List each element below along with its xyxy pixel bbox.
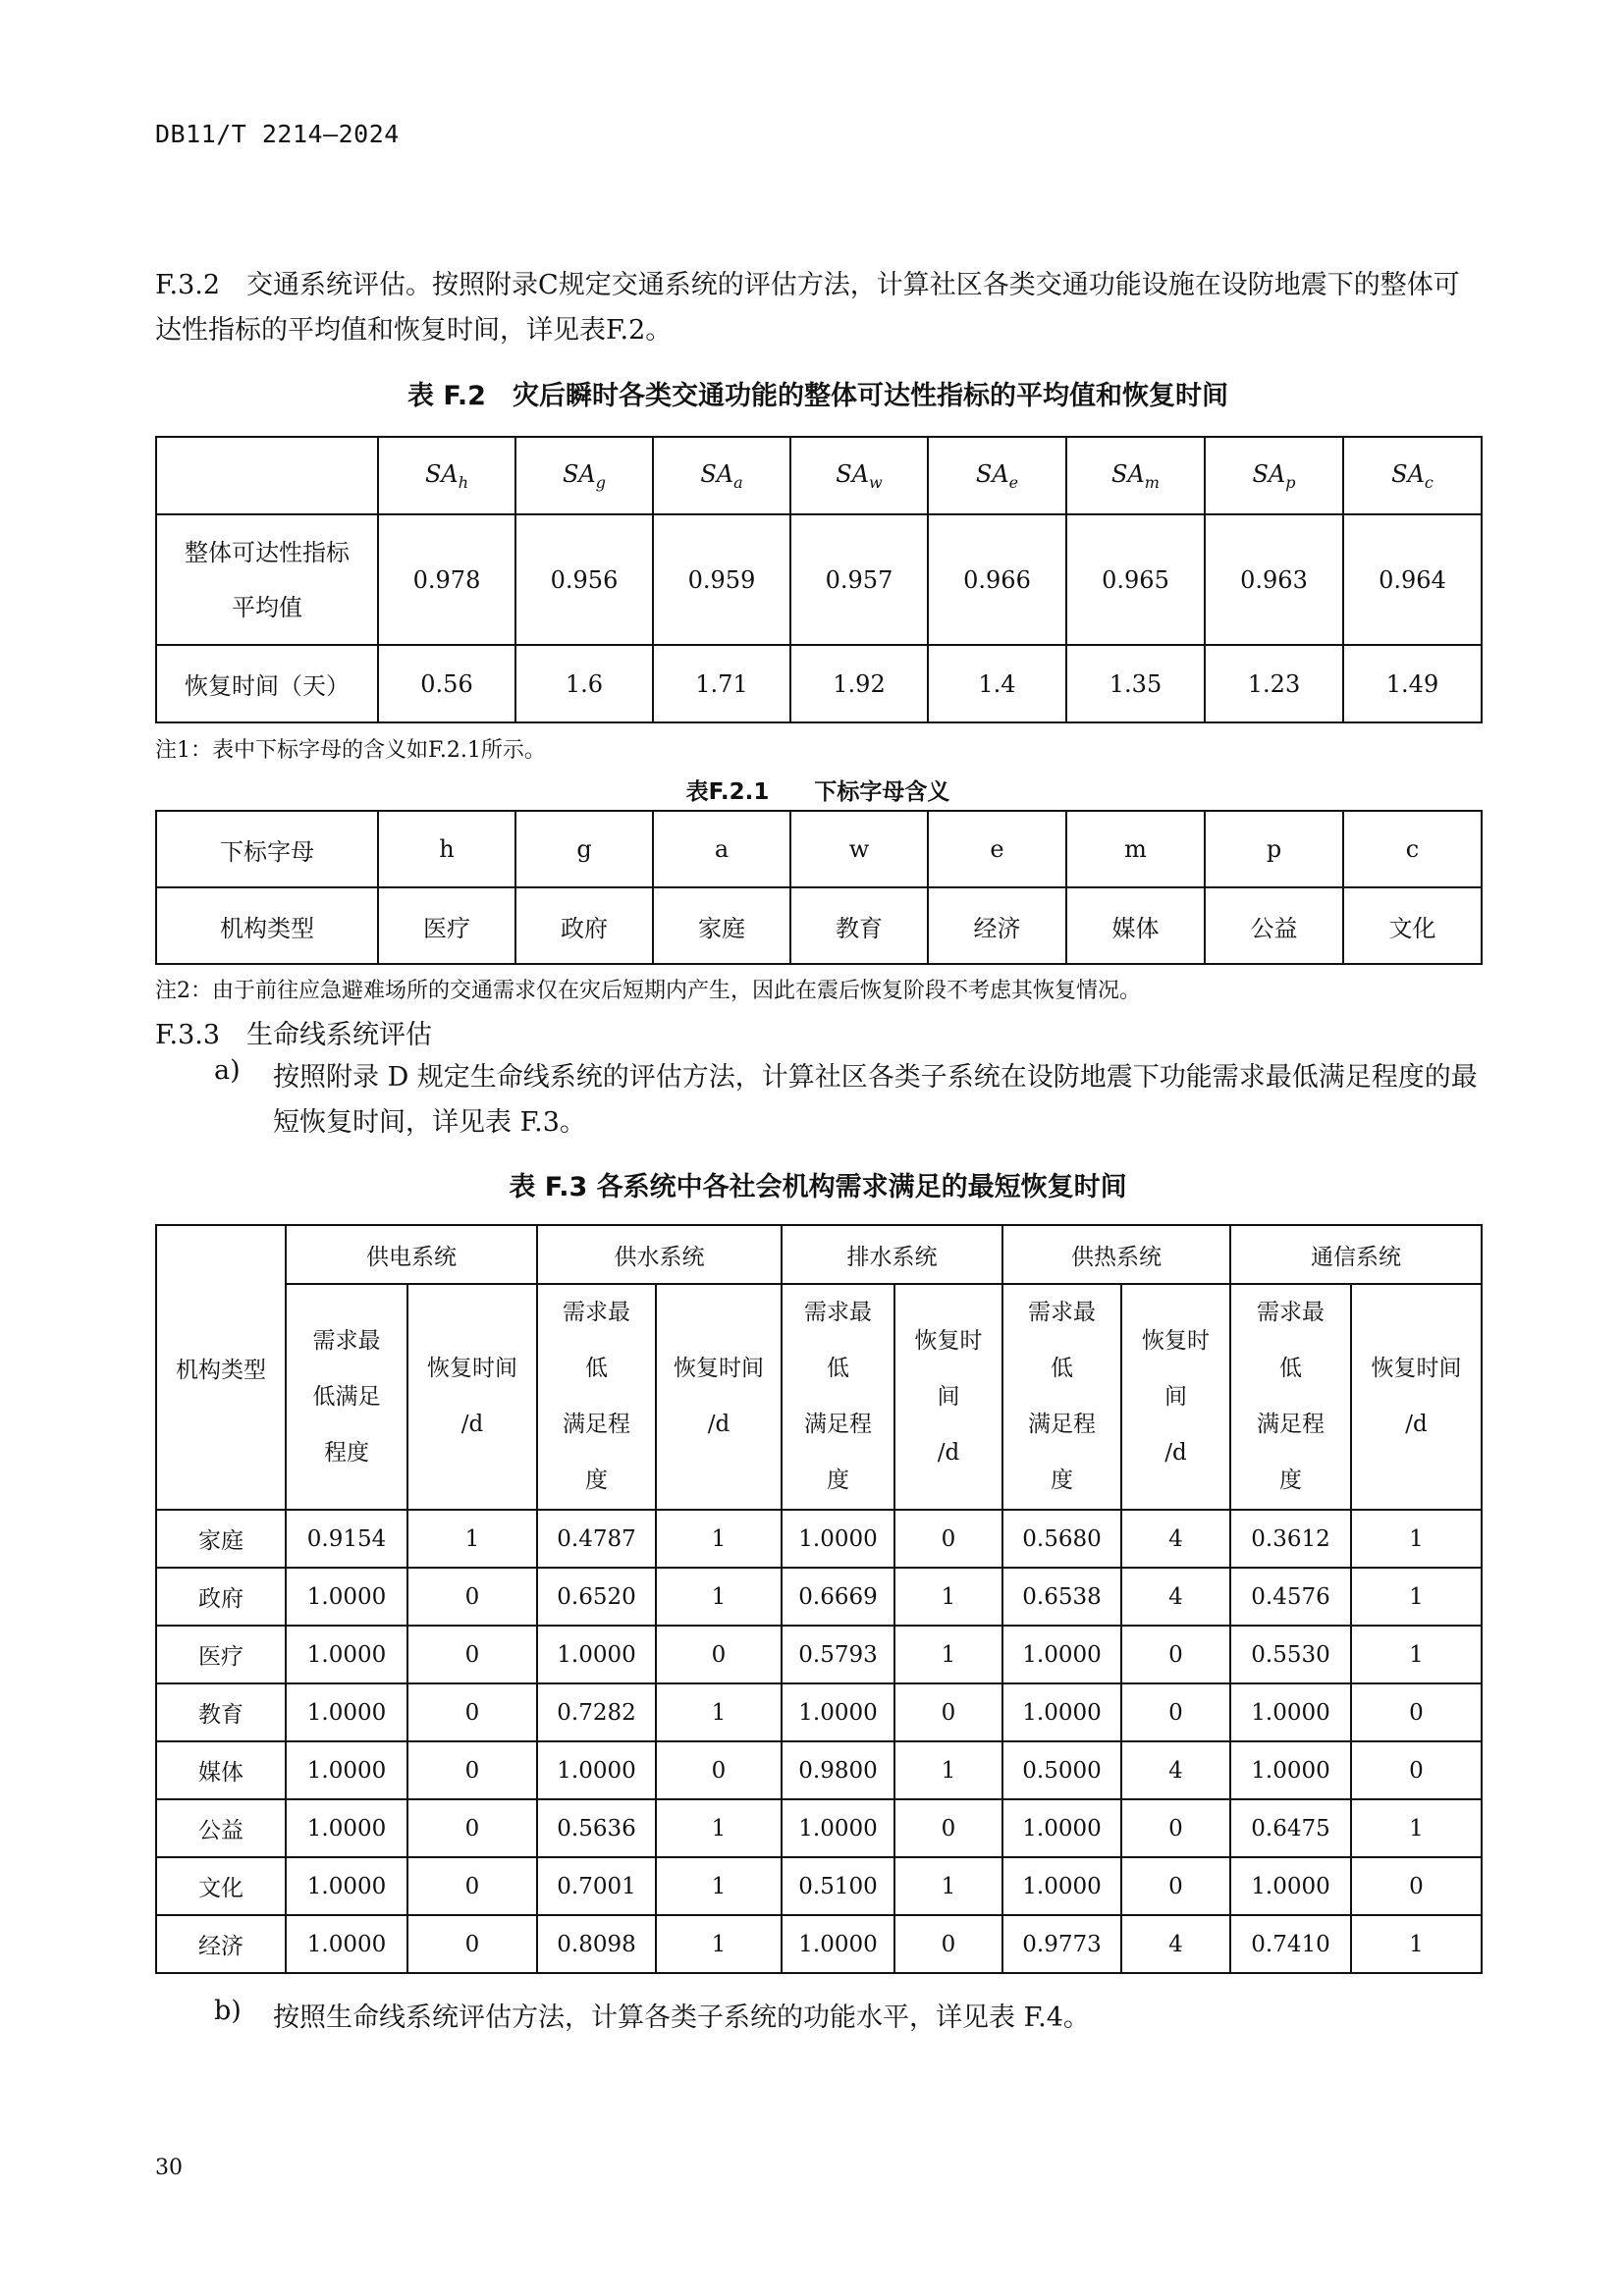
table-cell: 0	[1121, 1857, 1230, 1915]
table-cell: p	[1205, 811, 1343, 887]
table-f3-row-header: 机构类型	[156, 1225, 286, 1510]
table-f3-type-cell: 媒体	[156, 1741, 286, 1799]
table-cell: 0	[1121, 1626, 1230, 1683]
table-f3-type-cell: 经济	[156, 1915, 286, 1973]
table-f2-header-row	[156, 437, 1482, 514]
table-cell: 1.4	[928, 645, 1066, 722]
table-cell: 0.5636	[537, 1799, 656, 1857]
table-cell: 0.4787	[537, 1510, 656, 1568]
header-line: 度	[1279, 1468, 1302, 1493]
header-line: 需求最	[1257, 1300, 1325, 1325]
table-cell: 0	[1351, 1857, 1482, 1915]
table-cell: 1.0000	[537, 1626, 656, 1683]
item-a-text: 按照附录 D 规定生命线系统的评估方法，计算社区各类子系统在设防地震下功能需求最低满足程度的最短恢复时间，详见表 F.3。	[273, 1062, 1478, 1138]
table-cell: e	[928, 811, 1066, 887]
table-f3-type-cell: 家庭	[156, 1510, 286, 1568]
table-cell: 0	[407, 1799, 537, 1857]
table-cell: 0.956	[515, 514, 653, 645]
table-f21-caption: 表F.2.1 下标字母含义	[685, 779, 950, 805]
table-f3-comm-demand-header	[1230, 1284, 1351, 1510]
header-line: 间	[1164, 1383, 1187, 1410]
table-f2-col-sag: $SA_g$	[515, 437, 653, 514]
table-cell: 0.978	[378, 514, 515, 645]
table-cell: c	[1343, 811, 1482, 887]
table-f3-caption: 表 F.3 各系统中各社会机构需求满足的最短恢复时间	[509, 1172, 1127, 1202]
table-f2-col-sah: $SA_h$	[378, 437, 515, 514]
table-cell: 0.5680	[1002, 1510, 1121, 1568]
table-cell: 0.7282	[537, 1683, 656, 1741]
table-cell: 1.0000	[286, 1799, 407, 1857]
table-cell: 0.6475	[1230, 1799, 1351, 1857]
header-line: /d	[1164, 1439, 1187, 1466]
table-cell: 医疗	[378, 887, 515, 964]
item-a-marker: a)	[214, 1055, 241, 1086]
table-cell: 1	[1351, 1915, 1482, 1973]
table-cell: 政府	[515, 887, 653, 964]
table-cell: 4	[1121, 1741, 1230, 1799]
table-cell: 0.5793	[782, 1626, 894, 1683]
table-cell: 0	[1351, 1741, 1482, 1799]
document-code: DB11/T 2214—2024	[155, 120, 400, 148]
table-cell: 文化	[1343, 887, 1482, 964]
table-f2-row1-label	[156, 514, 378, 645]
header-line: /d	[707, 1412, 730, 1437]
table-row	[156, 1568, 1482, 1626]
table-row	[156, 1857, 1482, 1915]
header-line: 需求最	[1028, 1300, 1096, 1325]
table-cell: 1	[1351, 1568, 1482, 1626]
header-line: /d	[937, 1439, 960, 1466]
table-cell: 1	[407, 1510, 537, 1568]
header-line: 需求最	[804, 1300, 872, 1325]
table-f2-col-saw: $SA_w$	[790, 437, 928, 514]
table-f3-comm-time-header	[1351, 1284, 1482, 1510]
table-cell: 0.6669	[782, 1568, 894, 1626]
table-f3-type-cell: 教育	[156, 1683, 286, 1741]
table-cell: 1	[656, 1915, 782, 1973]
table-f2-corner-cell	[156, 437, 378, 514]
table-cell: 1.0000	[286, 1857, 407, 1915]
table-cell: 1	[894, 1626, 1002, 1683]
table-cell: 1	[1351, 1799, 1482, 1857]
table-f21-row1-label: 下标字母	[156, 811, 378, 887]
table-row	[156, 1683, 1482, 1741]
table-row	[156, 1915, 1482, 1973]
table-cell: 4	[1121, 1568, 1230, 1626]
table-cell: a	[653, 811, 790, 887]
table-cell: 经济	[928, 887, 1066, 964]
page-number: 30	[155, 2156, 183, 2180]
table-f21	[155, 810, 1483, 965]
table-cell: 1	[1351, 1626, 1482, 1683]
table-cell: 1.0000	[286, 1568, 407, 1626]
header-line: 低	[585, 1356, 608, 1381]
header-line: 间	[937, 1383, 960, 1410]
table-f3-water-demand-header	[537, 1284, 656, 1510]
table-cell: 0.4576	[1230, 1568, 1351, 1626]
header-line: 恢复时间	[1371, 1356, 1462, 1381]
table-cell: 4	[1121, 1915, 1230, 1973]
table-cell: 1.71	[653, 645, 790, 722]
table-cell: 0	[407, 1683, 537, 1741]
header-line: 低	[827, 1356, 849, 1381]
table-cell: 0.965	[1066, 514, 1205, 645]
table-cell: 1.0000	[782, 1510, 894, 1568]
header-line: 程度	[324, 1439, 369, 1466]
table-f2-col-sap: $SA_p$	[1205, 437, 1343, 514]
header-line: 恢复时	[1142, 1327, 1210, 1354]
table-cell: 1.0000	[286, 1741, 407, 1799]
table-cell: 0.9800	[782, 1741, 894, 1799]
table-cell: 1	[656, 1568, 782, 1626]
table-cell: 0	[656, 1741, 782, 1799]
table-cell: 0	[894, 1510, 1002, 1568]
table-cell: 0	[1121, 1683, 1230, 1741]
header-line: 需求最	[312, 1327, 381, 1354]
table-cell: 1	[894, 1741, 1002, 1799]
table-cell: h	[378, 811, 515, 887]
table-f2-caption: 表 F.2 灾后瞬时各类交通功能的整体可达性指标的平均值和恢复时间	[407, 381, 1228, 411]
table-cell: 1.0000	[1230, 1741, 1351, 1799]
table-cell: 1.35	[1066, 645, 1205, 722]
table-f3-system-drainage: 排水系统	[782, 1225, 1002, 1284]
table-cell: w	[790, 811, 928, 887]
table-cell: 0.957	[790, 514, 928, 645]
table-cell: 0	[894, 1683, 1002, 1741]
table-cell: 0.6538	[1002, 1568, 1121, 1626]
table-cell: 1.0000	[286, 1683, 407, 1741]
table-cell: 0	[894, 1799, 1002, 1857]
header-line: 低满足	[312, 1383, 381, 1410]
table-cell: 1.0000	[782, 1683, 894, 1741]
table-cell: 1.0000	[782, 1915, 894, 1973]
header-line: 满足程	[1028, 1412, 1096, 1437]
item-b-text: 按照生命线系统评估方法，计算各类子系统的功能水平，详见表 F.4。	[273, 2002, 1090, 2033]
table-cell: 0.5530	[1230, 1626, 1351, 1683]
table-cell: 0	[407, 1568, 537, 1626]
table-cell: 1.23	[1205, 645, 1343, 722]
header-line: 恢复时	[914, 1327, 983, 1354]
note-2: 注2：由于前往应急避难场所的交通需求仅在灾后短期内产生，因此在震后恢复阶段不考虑其恢复情况。	[155, 979, 1142, 1003]
table-f3-system-row	[156, 1225, 1482, 1284]
table-f3-drain-demand-header	[782, 1284, 894, 1510]
table-f21-row-letters	[156, 811, 1482, 887]
table-f21-row2-label: 机构类型	[156, 887, 378, 964]
table-cell: 0.5000	[1002, 1741, 1121, 1799]
header-line: /d	[460, 1412, 484, 1437]
table-f2	[155, 436, 1483, 723]
table-cell: 0	[656, 1626, 782, 1683]
table-f2-row1-label-line1: 整体可达性指标	[185, 538, 350, 566]
header-line: 度	[585, 1468, 608, 1493]
table-cell: 媒体	[1066, 887, 1205, 964]
header-line: 度	[1051, 1468, 1073, 1493]
table-row	[156, 1510, 1482, 1568]
table-cell: 1.0000	[1002, 1799, 1121, 1857]
item-b-marker: b)	[214, 1996, 242, 2026]
table-f2-col-sae: $SA_e$	[928, 437, 1066, 514]
table-cell: 家庭	[653, 887, 790, 964]
table-cell: 1.0000	[1002, 1683, 1121, 1741]
table-cell: 0.5100	[782, 1857, 894, 1915]
table-f3-system-power: 供电系统	[286, 1225, 537, 1284]
section-f32-paragraph: F.3.2 交通系统评估。按照附录C规定交通系统的评估方法，计算社区各类交通功能设施在设防地震下的整体可达性指标的平均值和恢复时间，详见表F.2。	[155, 270, 1460, 346]
table-f3-power-time-header	[407, 1284, 537, 1510]
table-cell: 1	[894, 1857, 1002, 1915]
table-f3-type-cell: 医疗	[156, 1626, 286, 1683]
note-1: 注1：表中下标字母的含义如F.2.1所示。	[155, 738, 546, 763]
table-f3-system-heating: 供热系统	[1002, 1225, 1230, 1284]
table-cell: 1	[894, 1568, 1002, 1626]
table-cell: 0	[407, 1915, 537, 1973]
table-row	[156, 1799, 1482, 1857]
table-cell: 1.0000	[782, 1799, 894, 1857]
table-f21-row-types	[156, 887, 1482, 964]
table-cell: 1	[1351, 1510, 1482, 1568]
table-f3-type-cell: 公益	[156, 1799, 286, 1857]
table-cell: 0.963	[1205, 514, 1343, 645]
table-f2-row-accessibility	[156, 514, 1482, 645]
table-cell: m	[1066, 811, 1205, 887]
table-cell: 1	[656, 1857, 782, 1915]
header-line: 满足程	[1257, 1412, 1325, 1437]
table-f2-col-saa: $SA_a$	[653, 437, 790, 514]
table-f3-water-time-header	[656, 1284, 782, 1510]
table-f3-heat-time-header	[1121, 1284, 1230, 1510]
table-cell: 0	[1121, 1799, 1230, 1857]
table-cell: 0.3612	[1230, 1510, 1351, 1568]
table-cell: 1.0000	[1230, 1683, 1351, 1741]
table-cell: 教育	[790, 887, 928, 964]
table-f3	[155, 1224, 1483, 1974]
table-cell: 1.0000	[1002, 1626, 1121, 1683]
table-cell: 0.9154	[286, 1510, 407, 1568]
table-cell: 1.49	[1343, 645, 1482, 722]
header-line: 恢复时间	[674, 1356, 764, 1381]
table-f2-col-sac: $SA_c$	[1343, 437, 1482, 514]
header-line: 满足程	[804, 1412, 872, 1437]
table-cell: 0.9773	[1002, 1915, 1121, 1973]
table-cell: 0.959	[653, 514, 790, 645]
table-cell: 0.966	[928, 514, 1066, 645]
table-cell: 1	[656, 1683, 782, 1741]
table-f3-body	[156, 1510, 1482, 1973]
table-cell: 1	[656, 1799, 782, 1857]
table-f3-subheader-row	[156, 1284, 1482, 1510]
table-cell: 0	[407, 1626, 537, 1683]
table-f3-power-demand-header	[286, 1284, 407, 1510]
table-f3-type-cell: 政府	[156, 1568, 286, 1626]
header-line: 需求最	[563, 1300, 630, 1325]
table-cell: 0.7001	[537, 1857, 656, 1915]
table-cell: 公益	[1205, 887, 1343, 964]
table-row	[156, 1626, 1482, 1683]
table-row	[156, 1741, 1482, 1799]
table-cell: 1.0000	[1230, 1857, 1351, 1915]
table-cell: 1.0000	[286, 1915, 407, 1973]
table-cell: 1.0000	[1002, 1857, 1121, 1915]
header-line: 度	[827, 1468, 849, 1493]
table-f2-col-sam: $SA_m$	[1066, 437, 1205, 514]
table-f3-system-water: 供水系统	[537, 1225, 782, 1284]
table-cell: 1.92	[790, 645, 928, 722]
table-f3-drain-time-header	[894, 1284, 1002, 1510]
table-cell: 1.0000	[537, 1741, 656, 1799]
table-cell: 0	[1351, 1683, 1482, 1741]
table-f3-type-cell: 文化	[156, 1857, 286, 1915]
table-cell: 0.6520	[537, 1568, 656, 1626]
table-cell: 1.0000	[286, 1626, 407, 1683]
header-line: 满足程	[563, 1412, 630, 1437]
table-cell: 0	[407, 1857, 537, 1915]
table-cell: 1	[656, 1510, 782, 1568]
table-cell: 0.7410	[1230, 1915, 1351, 1973]
header-line: 低	[1279, 1356, 1302, 1381]
table-f2-row2-label: 恢复时间（天）	[156, 645, 378, 722]
table-cell: 0.964	[1343, 514, 1482, 645]
table-cell: g	[515, 811, 653, 887]
table-f3-heat-demand-header	[1002, 1284, 1121, 1510]
table-f2-row1-label-line2: 平均值	[232, 593, 302, 621]
table-cell: 1.6	[515, 645, 653, 722]
table-cell: 0.8098	[537, 1915, 656, 1973]
table-cell: 0	[407, 1741, 537, 1799]
table-cell: 0.56	[378, 645, 515, 722]
header-line: 恢复时间	[427, 1356, 517, 1381]
table-cell: 4	[1121, 1510, 1230, 1568]
table-f3-system-communication: 通信系统	[1230, 1225, 1482, 1284]
table-f2-row-recovery	[156, 645, 1482, 722]
header-line: 低	[1051, 1356, 1073, 1381]
table-cell: 0	[894, 1915, 1002, 1973]
section-f33-heading: F.3.3 生命线系统评估	[155, 1020, 433, 1050]
header-line: /d	[1405, 1412, 1428, 1437]
